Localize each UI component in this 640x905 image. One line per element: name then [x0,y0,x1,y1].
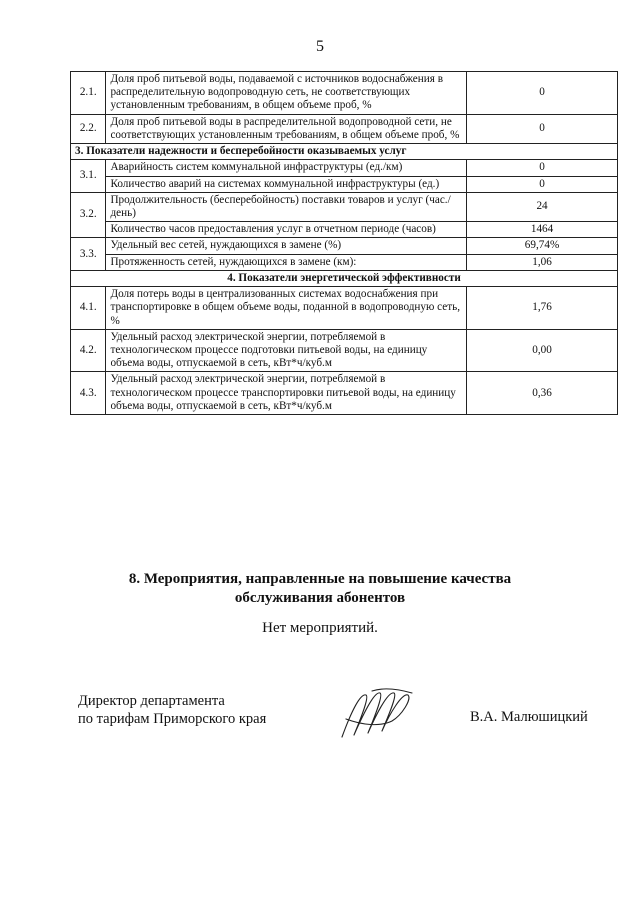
row-number: 4.1. [71,287,106,330]
table-row [71,114,618,143]
table-row [71,176,618,192]
row-number: 3.2. [71,192,106,238]
indicator-description: Количество часов предоставления услуг в отчетном периоде (часов) [106,222,467,238]
indicator-value: 69,74% [467,238,618,254]
indicator-description: Доля проб питьевой воды в распределительной водопроводной сети, не соответствующих установленным требованиям, в общем объеме проб, % [106,114,467,143]
indicator-description: Удельный расход электрической энергии, потребляемой в технологическом процессе транспортировки питьевой воды, на единицу объема воды, отпускаемой в сеть, кВт*ч/куб.м [106,372,467,415]
indicator-description: Количество аварий на системах коммунальной инфраструктуры (ед.) [106,176,467,192]
indicator-value: 24 [467,192,618,221]
indicators-table [70,71,618,415]
indicator-description: Доля потерь воды в централизованных системах водоснабжения при транспортировке в общем объеме воды, поданной в водопроводную сеть, % [106,287,467,330]
indicator-value: 0,36 [467,372,618,415]
table-row [71,72,618,115]
row-number: 3.1. [71,160,106,192]
table-row [71,329,618,372]
indicator-description: Продолжительность (бесперебойность) поставки товаров и услуг (час./день) [106,192,467,221]
table-section-row [71,144,618,160]
table-row [71,372,618,415]
table-row [71,238,618,254]
row-number: 3.3. [71,238,106,270]
indicator-description: Удельный расход электрической энергии, потребляемой в технологическом процессе подготовки питьевой воды, на единицу объема воды, отпускаемой в сеть, кВт*ч/куб.м [106,329,467,372]
row-number: 4.3. [71,372,106,415]
indicator-value: 1464 [467,222,618,238]
indicator-value: 0 [467,114,618,143]
signer-name: В.А. Малюшицкий [470,709,588,725]
indicator-description: Удельный вес сетей, нуждающихся в замене (%) [106,238,467,254]
table-row [71,192,618,221]
row-number: 4.2. [71,329,106,372]
row-number: 2.1. [71,72,106,115]
page-number: 5 [316,38,324,55]
section-title: 3. Показатели надежности и бесперебойности оказываемых услуг [71,144,618,160]
section-title: 4. Показатели энергетической эффективности [71,270,618,286]
row-number: 2.2. [71,114,106,143]
section-8-heading-line-1: 8. Мероприятия, направленные на повышение качества [128,571,512,587]
signer-title-line-2: по тарифам Приморского края [78,711,267,728]
table-row [71,287,618,330]
indicator-description: Протяженность сетей, нуждающихся в замене (км): [106,254,467,270]
table-row [71,160,618,176]
indicator-value: 1,76 [467,287,618,330]
indicator-value: 0,00 [467,329,618,372]
signer-title [78,692,266,728]
indicator-description: Доля проб питьевой воды, подаваемой с источников водоснабжения в распределительную водопроводную сеть, не соответствующих установленным требованиям, в общем объеме проб, % [106,72,467,115]
indicators-table-body [71,72,618,415]
table-row [71,254,618,270]
indicator-value: 0 [467,176,618,192]
indicator-value: 0 [467,160,618,176]
table-section-row [71,270,618,286]
handwritten-signature [332,685,422,745]
indicator-description: Аварийность систем коммунальной инфраструктуры (ед./км) [106,160,467,176]
no-actions-text: Нет мероприятий. [262,620,378,636]
table-row [71,222,618,238]
signer-title-line-1: Директор департамента [78,693,225,709]
indicator-value: 1,06 [467,254,618,270]
section-8-heading-line-2: обслуживания абонентов [234,589,406,606]
section-8-heading [0,570,640,608]
indicator-value: 0 [467,72,618,115]
